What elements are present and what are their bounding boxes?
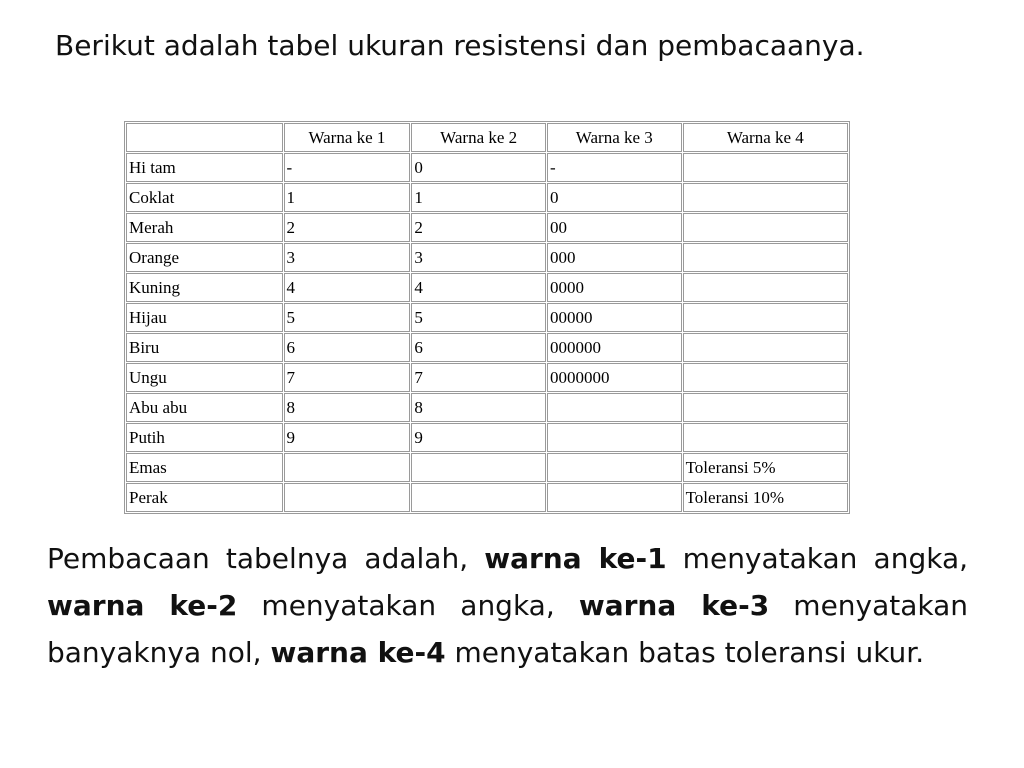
table-cell: -	[284, 153, 411, 182]
table-cell: 5	[411, 303, 546, 332]
table-cell	[683, 213, 848, 242]
outro-part: menyatakan banyaknya nol,	[47, 589, 969, 669]
table-cell: 6	[411, 333, 546, 362]
table-cell: 3	[411, 243, 546, 272]
table-cell: 1	[411, 183, 546, 212]
color-name-cell: Kuning	[126, 273, 283, 302]
table-row	[126, 303, 848, 332]
table-cell: Toleransi 10%	[683, 483, 848, 512]
table-row	[126, 363, 848, 392]
outro-part: menyatakan angka,	[237, 589, 579, 622]
table-cell: 8	[284, 393, 411, 422]
outro-part: menyatakan batas toleransi ukur.	[445, 636, 925, 669]
color-name-cell: Merah	[126, 213, 283, 242]
outro-bold: warna ke-2	[47, 589, 238, 622]
table-cell: 3	[284, 243, 411, 272]
table-row	[126, 333, 848, 362]
table-cell	[547, 483, 682, 512]
outro-part: menyatakan angka,	[666, 542, 969, 575]
intro-text: Berikut adalah tabel ukuran resistensi dan pembacaanya.	[55, 29, 865, 62]
table-cell: 0000	[547, 273, 682, 302]
color-name-cell: Abu abu	[126, 393, 283, 422]
table-cell: 000	[547, 243, 682, 272]
table-row	[126, 453, 848, 482]
color-name-cell: Hi tam	[126, 153, 283, 182]
table-cell: 9	[411, 423, 546, 452]
table-cell: 6	[284, 333, 411, 362]
outro-bold: warna ke-3	[578, 589, 770, 622]
table-cell: 0	[411, 153, 546, 182]
table-cell: -	[547, 153, 682, 182]
table-row	[126, 153, 848, 182]
table-cell: 7	[284, 363, 411, 392]
table-cell	[683, 243, 848, 272]
table-cell	[683, 153, 848, 182]
table-cell: 9	[284, 423, 411, 452]
table-body	[126, 153, 848, 512]
color-name-cell: Orange	[126, 243, 283, 272]
table-cell: Toleransi 5%	[683, 453, 848, 482]
color-name-cell: Putih	[126, 423, 283, 452]
table-cell	[683, 303, 848, 332]
table-cell: 7	[411, 363, 546, 392]
header-cell: Warna ke 2	[411, 123, 546, 152]
table-cell: 5	[284, 303, 411, 332]
resistor-color-table	[124, 121, 850, 514]
header-cell: Warna ke 4	[683, 123, 848, 152]
outro-bold: warna ke-4	[270, 636, 446, 669]
table-cell	[683, 333, 848, 362]
table-cell	[284, 483, 411, 512]
table-cell	[683, 183, 848, 212]
color-name-cell: Perak	[126, 483, 283, 512]
color-name-cell: Hijau	[126, 303, 283, 332]
table-cell	[683, 363, 848, 392]
outro-bold: warna ke-1	[484, 542, 667, 575]
table-cell	[411, 483, 546, 512]
table-row	[126, 273, 848, 302]
table-cell: 000000	[547, 333, 682, 362]
header-cell: Warna ke 1	[284, 123, 411, 152]
header-cell: Warna ke 3	[547, 123, 682, 152]
table-cell: 8	[411, 393, 546, 422]
table-cell: 0000000	[547, 363, 682, 392]
outro-part: Pembacaan tabelnya adalah,	[47, 542, 485, 575]
table-cell	[683, 423, 848, 452]
header-cell	[126, 123, 283, 152]
outro-text	[47, 535, 968, 676]
table-cell	[683, 273, 848, 302]
table-cell: 4	[284, 273, 411, 302]
table-cell	[547, 423, 682, 452]
table-cell: 1	[284, 183, 411, 212]
table-cell	[547, 453, 682, 482]
table-cell: 4	[411, 273, 546, 302]
table-cell	[411, 453, 546, 482]
table-cell: 2	[411, 213, 546, 242]
table-cell: 00000	[547, 303, 682, 332]
table-cell: 00	[547, 213, 682, 242]
table-row	[126, 183, 848, 212]
resistor-table-container	[124, 121, 850, 514]
table-cell	[547, 393, 682, 422]
table-cell	[284, 453, 411, 482]
table-row	[126, 213, 848, 242]
table-cell	[683, 393, 848, 422]
color-name-cell: Coklat	[126, 183, 283, 212]
color-name-cell: Ungu	[126, 363, 283, 392]
table-row	[126, 483, 848, 512]
table-cell: 2	[284, 213, 411, 242]
table-row	[126, 393, 848, 422]
color-name-cell: Emas	[126, 453, 283, 482]
table-row	[126, 243, 848, 272]
table-cell: 0	[547, 183, 682, 212]
table-row	[126, 423, 848, 452]
table-header-row	[126, 123, 848, 152]
color-name-cell: Biru	[126, 333, 283, 362]
